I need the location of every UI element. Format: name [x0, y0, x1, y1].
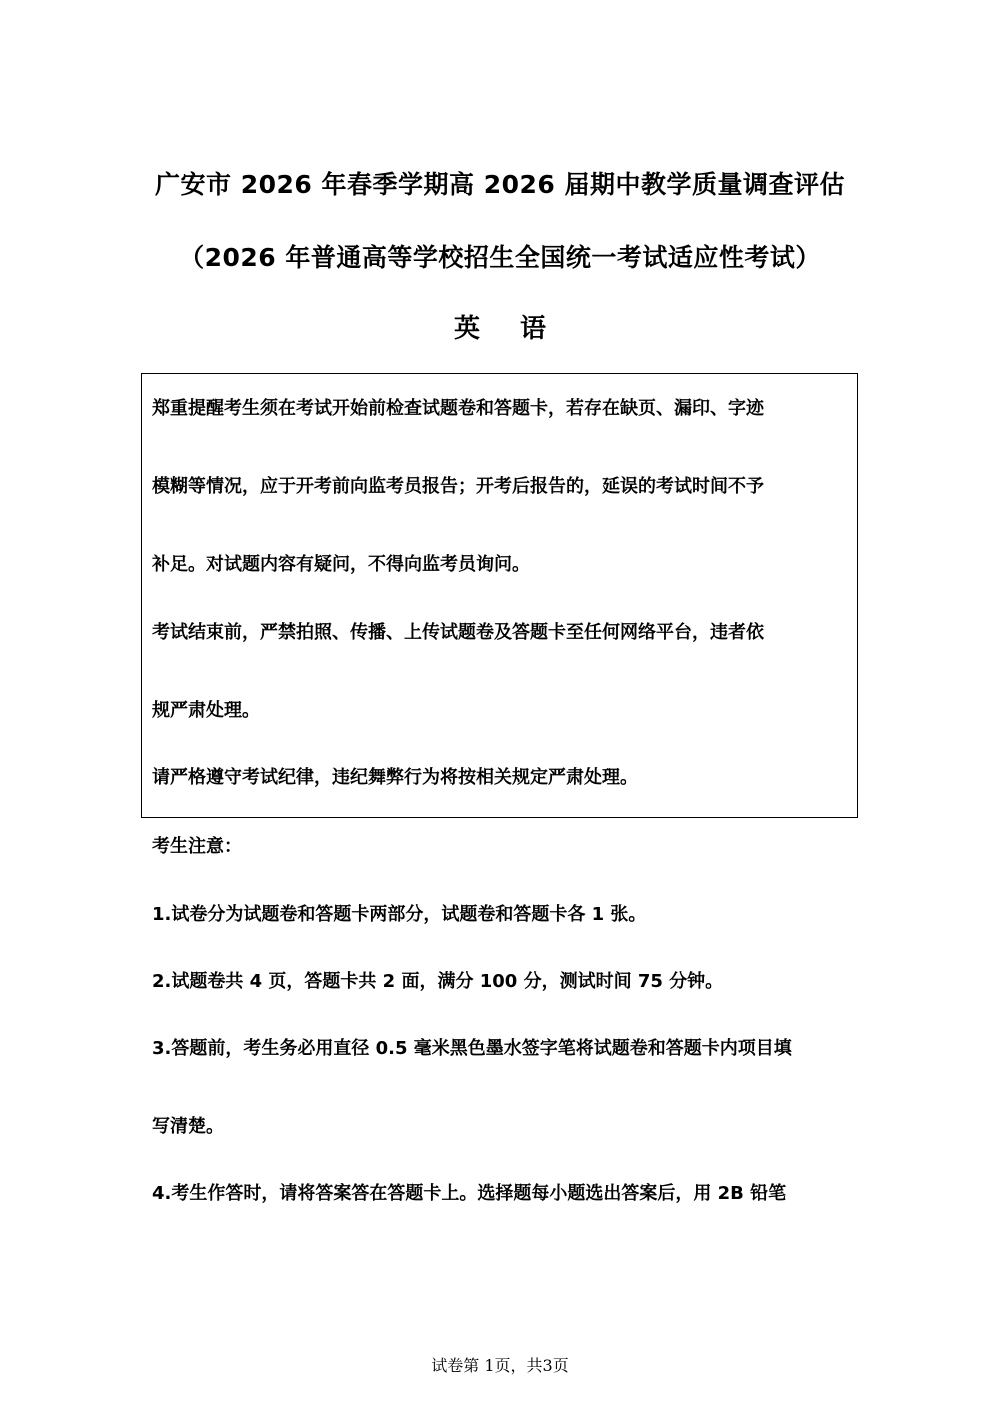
instruction-item: 4.考生作答时，请将答案答在答题卡上。选择题每小题选出答案后，用 2B 铅笔: [152, 1183, 787, 1204]
subject-title: [0, 314, 1000, 344]
subject-char-1: 英: [453, 314, 480, 344]
instruction-item: 写清楚。: [152, 1116, 224, 1137]
instructions-heading: 考生注意：: [152, 836, 242, 857]
instruction-item: 1.试卷分为试题卷和答题卡两部分，试题卷和答题卡各 1 张。: [152, 904, 647, 925]
exam-subtitle: （2026 年普通高等学校招生全国统一考试适应性考试）: [179, 243, 821, 272]
notice-line: 请严格遵守考试纪律，违纪舞弊行为将按相关规定严肃处理。: [152, 767, 638, 788]
exam-title: 广安市 2026 年春季学期高 2026 届期中教学质量调查评估: [155, 170, 845, 199]
notice-line: 模糊等情况，应于开考前向监考员报告；开考后报告的，延误的考试时间不予: [152, 476, 764, 497]
subject-char-2: 语: [520, 314, 547, 344]
notice-line: 考试结束前，严禁拍照、传播、上传试题卷及答题卡至任何网络平台，违者依: [152, 622, 764, 643]
notice-line: 规严肃处理。: [152, 700, 260, 721]
instruction-item: 3.答题前，考生务必用直径 0.5 毫米黑色墨水签字笔将试题卷和答题卡内项目填: [152, 1038, 792, 1059]
instruction-item: 2.试题卷共 4 页，答题卡共 2 面，满分 100 分，测试时间 75 分钟。: [152, 971, 724, 992]
page-footer: 试卷第 1页，共3页: [431, 1356, 569, 1375]
notice-box: [141, 373, 858, 818]
notice-line: 郑重提醒考生须在考试开始前检查试题卷和答题卡，若存在缺页、漏印、字迹: [152, 398, 764, 419]
notice-line: 补足。对试题内容有疑问，不得向监考员询问。: [152, 554, 530, 575]
